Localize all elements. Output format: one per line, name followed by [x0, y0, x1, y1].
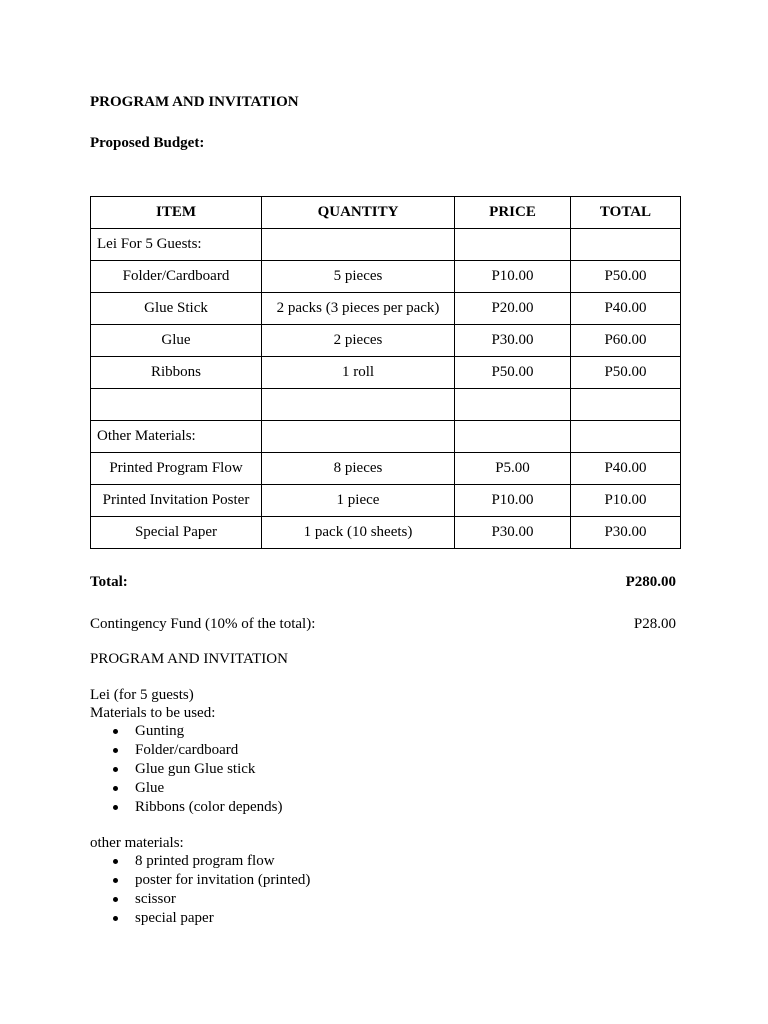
cell-total: P30.00	[571, 517, 681, 549]
cell-total: P50.00	[571, 261, 681, 293]
list-item	[90, 722, 282, 741]
table-row	[91, 261, 681, 293]
bullet-icon	[113, 786, 118, 791]
list-item	[90, 798, 282, 817]
cell-price: P50.00	[455, 357, 571, 389]
contingency-label: Contingency Fund (10% of the total):	[90, 616, 316, 632]
cell-item: Folder/Cardboard	[91, 261, 262, 293]
table-row	[91, 357, 681, 389]
bullet-icon	[113, 859, 118, 864]
list-item-text: 8 printed program flow	[135, 853, 275, 869]
list-item	[90, 760, 282, 779]
total-label: Total:	[90, 574, 128, 590]
lei-subtitle: Materials to be used:	[90, 705, 216, 721]
cell-quantity: 8 pieces	[262, 453, 455, 485]
cell-total	[571, 389, 681, 421]
list-item-text: special paper	[135, 910, 214, 926]
cell-item: Ribbons	[91, 357, 262, 389]
table-row	[91, 453, 681, 485]
cell-quantity: 2 pieces	[262, 325, 455, 357]
cell-quantity	[262, 421, 455, 453]
lei-title: Lei (for 5 guests)	[90, 687, 194, 703]
cell-price	[455, 421, 571, 453]
table-row	[91, 293, 681, 325]
cell-total	[571, 421, 681, 453]
cell-quantity: 2 packs (3 pieces per pack)	[262, 293, 455, 325]
section-heading: PROGRAM AND INVITATION	[90, 651, 288, 667]
table-row	[91, 485, 681, 517]
list-item	[90, 741, 282, 760]
cell-item: Glue	[91, 325, 262, 357]
cell-total: P40.00	[571, 293, 681, 325]
bullet-icon	[113, 878, 118, 883]
list-item-text: Folder/cardboard	[135, 742, 239, 758]
cell-quantity	[262, 229, 455, 261]
bullet-icon	[113, 805, 118, 810]
list-item	[90, 909, 310, 928]
list-item-text: Gunting	[135, 723, 185, 739]
list-item	[90, 890, 310, 909]
total-value: P280.00	[625, 574, 676, 590]
cell-item: Lei For 5 Guests:	[91, 229, 262, 261]
header-price: PRICE	[455, 197, 571, 229]
list-item-text: Ribbons (color depends)	[135, 799, 283, 815]
proposed-budget-heading: Proposed Budget:	[90, 135, 205, 151]
bullet-icon	[113, 767, 118, 772]
cell-price: P10.00	[455, 261, 571, 293]
cell-price: P30.00	[455, 325, 571, 357]
cell-item: Printed Invitation Poster	[91, 485, 262, 517]
list-item-text: Glue gun Glue stick	[135, 761, 256, 777]
list-item	[90, 852, 310, 871]
bullet-icon	[113, 916, 118, 921]
table-row	[91, 325, 681, 357]
list-item	[90, 871, 310, 890]
table-row	[91, 229, 681, 261]
cell-quantity: 1 roll	[262, 357, 455, 389]
cell-price: P10.00	[455, 485, 571, 517]
bullet-icon	[113, 897, 118, 902]
cell-price	[455, 229, 571, 261]
cell-total: P60.00	[571, 325, 681, 357]
cell-total: P50.00	[571, 357, 681, 389]
cell-price: P30.00	[455, 517, 571, 549]
table-row-empty	[91, 389, 681, 421]
cell-item: Glue Stick	[91, 293, 262, 325]
contingency-value: P28.00	[633, 616, 676, 632]
list-item-text: Glue	[135, 780, 165, 796]
cell-item: Special Paper	[91, 517, 262, 549]
cell-total: P40.00	[571, 453, 681, 485]
bullet-icon	[113, 748, 118, 753]
bullet-icon	[113, 729, 118, 734]
cell-quantity	[262, 389, 455, 421]
lei-materials-list	[90, 722, 282, 817]
cell-item: Other Materials:	[91, 421, 262, 453]
cell-total	[571, 229, 681, 261]
header-quantity: QUANTITY	[262, 197, 455, 229]
cell-price: P5.00	[455, 453, 571, 485]
table-row	[91, 421, 681, 453]
header-item: ITEM	[91, 197, 262, 229]
cell-quantity: 5 pieces	[262, 261, 455, 293]
cell-item: Printed Program Flow	[91, 453, 262, 485]
cell-quantity: 1 pack (10 sheets)	[262, 517, 455, 549]
list-item-text: poster for invitation (printed)	[135, 872, 311, 888]
other-materials-title: other materials:	[90, 835, 184, 851]
table-row	[91, 517, 681, 549]
cell-price: P20.00	[455, 293, 571, 325]
list-item	[90, 779, 282, 798]
cell-price	[455, 389, 571, 421]
header-total: TOTAL	[571, 197, 681, 229]
table-header-row	[91, 197, 681, 229]
cell-item	[91, 389, 262, 421]
cell-total: P10.00	[571, 485, 681, 517]
list-item-text: scissor	[135, 891, 176, 907]
other-materials-list	[90, 852, 310, 928]
page-heading: PROGRAM AND INVITATION	[90, 94, 299, 110]
budget-table	[90, 196, 681, 549]
cell-quantity: 1 piece	[262, 485, 455, 517]
